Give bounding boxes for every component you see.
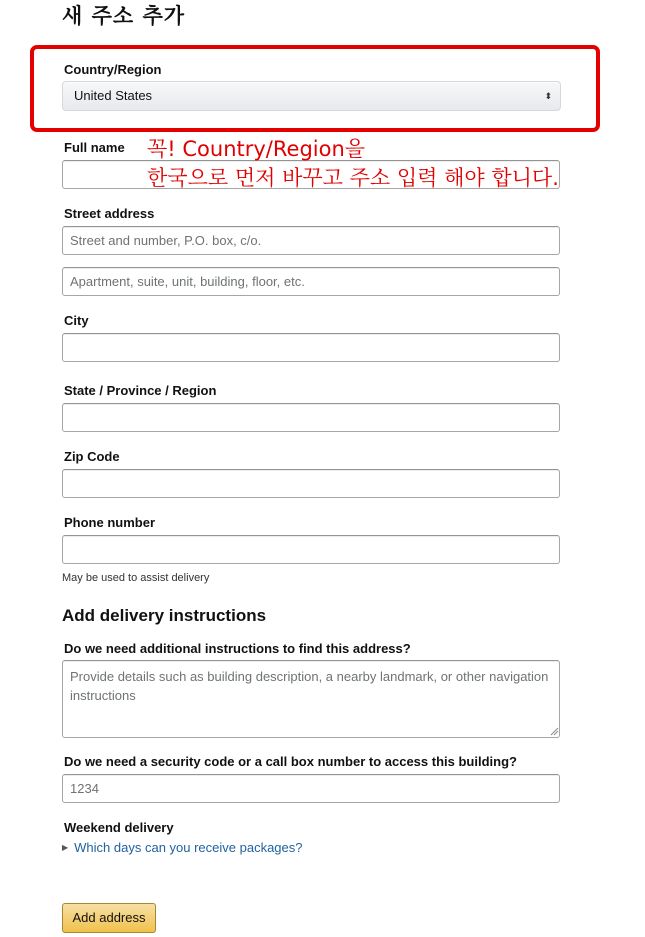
street-address-label: Street address — [64, 206, 155, 221]
page-title: 새 주소 추가 — [62, 4, 186, 28]
street-address-line2-input[interactable] — [62, 267, 560, 296]
weekend-days-expander[interactable] — [62, 840, 303, 855]
weekend-days-link[interactable]: Which days can you receive packages? — [74, 840, 303, 855]
add-address-button[interactable]: Add address — [62, 903, 156, 933]
state-input[interactable] — [62, 403, 560, 432]
phone-number-label: Phone number — [64, 515, 156, 530]
security-code-input[interactable] — [62, 774, 560, 803]
zip-code-label: Zip Code — [64, 449, 120, 464]
resize-grip-icon[interactable] — [550, 727, 559, 736]
phone-hint: May be used to assist delivery — [62, 572, 210, 584]
caret-right-icon: ▶ — [62, 843, 69, 852]
delivery-instructions-title: Add delivery instructions — [62, 606, 267, 625]
select-arrows-icon: ⬍ — [544, 91, 552, 101]
full-name-label: Full name — [64, 140, 125, 155]
annotation-line-2: 한국으로 먼저 바꾸고 주소 입력 해야 합니다. — [147, 166, 559, 190]
weekend-delivery-label: Weekend delivery — [64, 820, 174, 835]
city-label: City — [64, 313, 89, 328]
street-address-line1-input[interactable] — [62, 226, 560, 255]
security-code-label: Do we need a security code or a call box number to access this building? — [64, 754, 517, 769]
annotation-line-1: 꼭! Country/Region을 — [147, 137, 366, 161]
country-region-value: United States — [74, 88, 153, 103]
country-region-select[interactable] — [62, 81, 561, 111]
find-address-label: Do we need additional instructions to find this address? — [64, 641, 411, 656]
country-region-label: Country/Region — [64, 62, 162, 77]
phone-number-input[interactable] — [62, 535, 560, 564]
city-input[interactable] — [62, 333, 560, 362]
zip-code-input[interactable] — [62, 469, 560, 498]
find-address-textarea[interactable] — [62, 660, 560, 738]
state-label: State / Province / Region — [64, 383, 217, 398]
